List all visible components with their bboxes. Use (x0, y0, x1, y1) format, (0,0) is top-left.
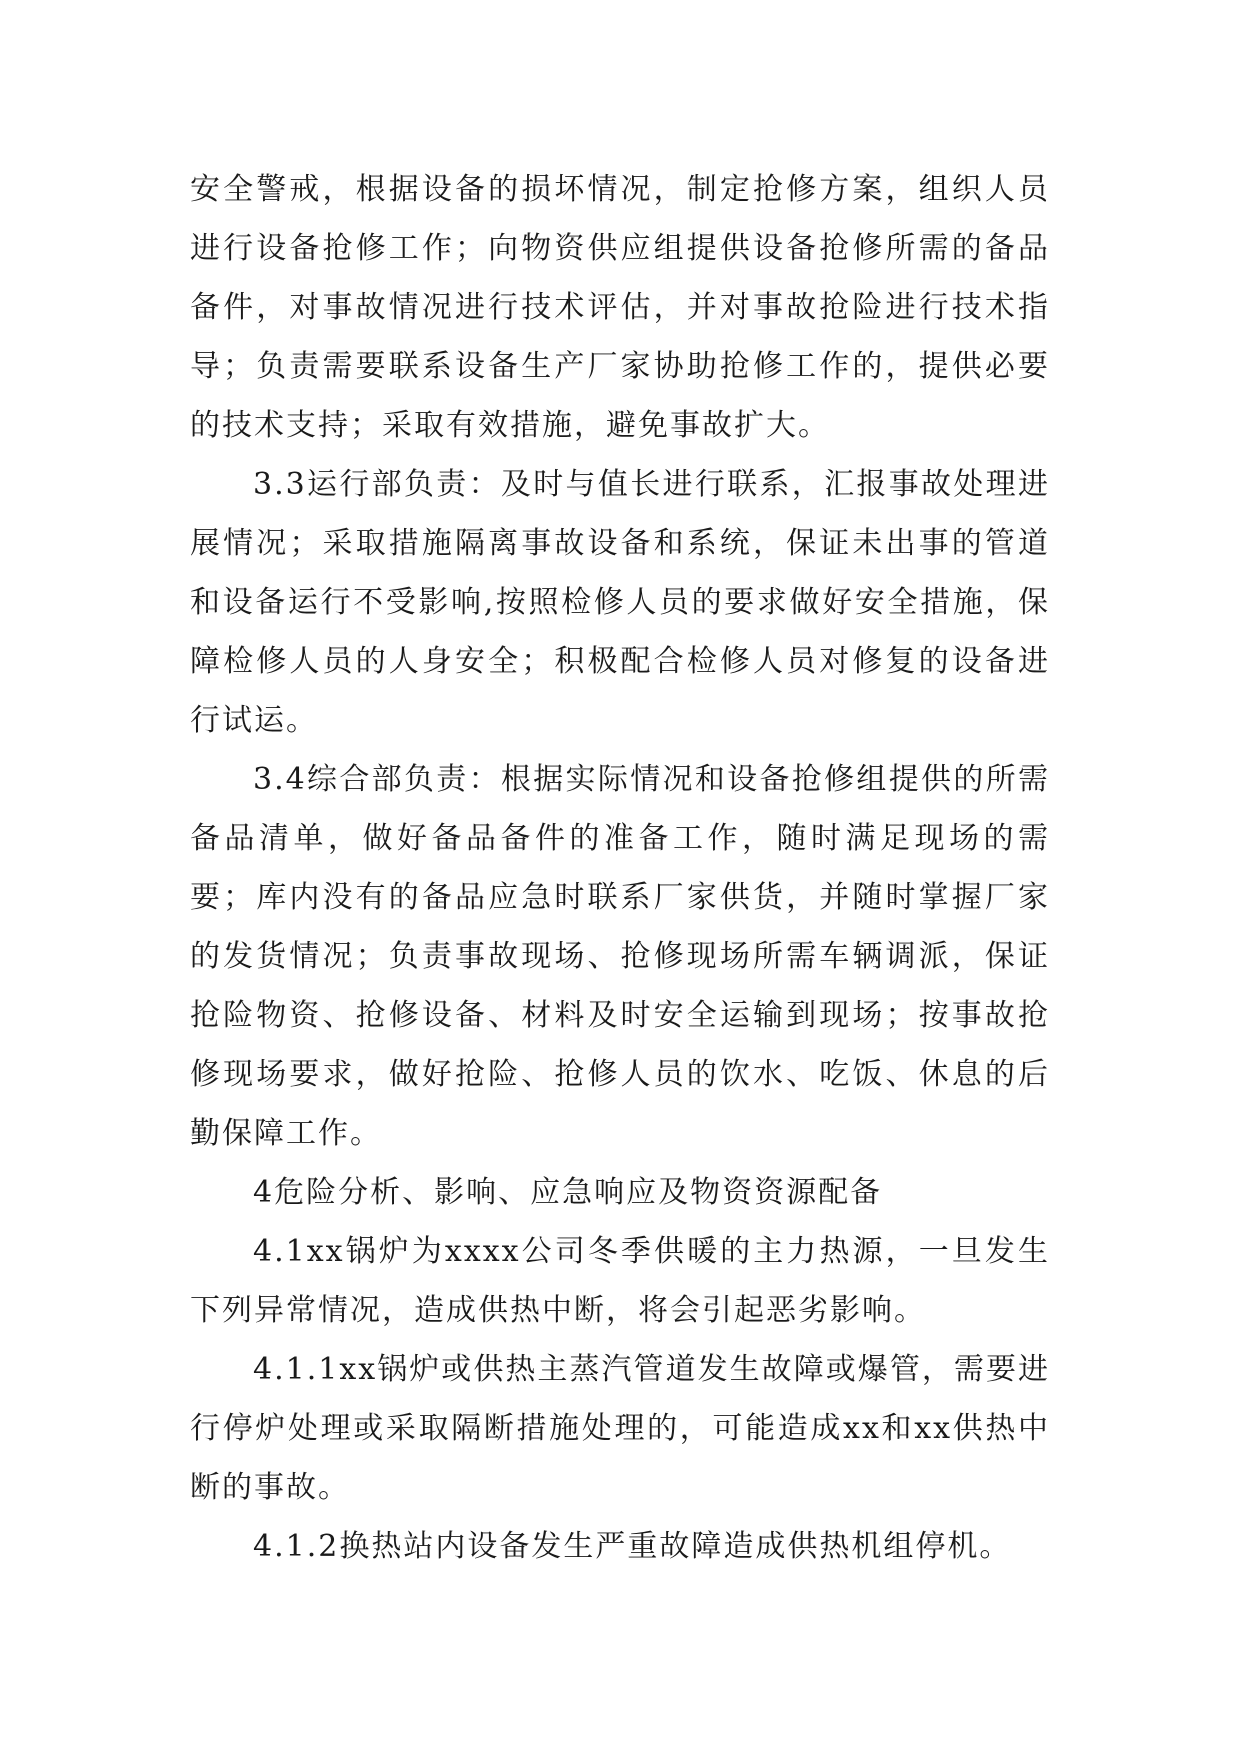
paragraph-repair-group-duties-continued: 安全警戒，根据设备的损坏情况，制定抢修方案，组织人员进行设备抢修工作；向物资供应组提供设备抢修所需的备品备件，对事故情况进行技术评估，并对事故抢险进行技术指导；负责需要联系设备生产厂家协助抢修工作的，提供必要的技术支持；采取有效措施，避免事故扩大。 (190, 172, 1050, 443)
paragraph-4-1-1-boiler-pipe-failure: 4.1.1xx锅炉或供热主蒸汽管道发生故障或爆管，需要进行停炉处理或采取隔断措施处理的，可能造成xx和xx供热中断的事故。 (190, 1352, 1050, 1505)
paragraph-4-1-boiler-heat-source: 4.1xx锅炉为xxxx公司冬季供暖的主力热源，一旦发生下列异常情况，造成供热中断，将会引起恶劣影响。 (190, 1234, 1050, 1328)
paragraph-3-4-general-dept: 3.4综合部负责：根据实际情况和设备抢修组提供的所需备品清单，做好备品备件的准备工作，随时满足现场的需要；库内没有的备品应急时联系厂家供货，并随时掌握厂家的发货情况；负责事故现场、抢修现场所需车辆调派，保证抢险物资、抢修设备、材料及时安全运输到现场；按事故抢修现场要求，做好抢险、抢修人员的饮水、吃饭、休息的后勤保障工作。 (190, 762, 1050, 1151)
paragraph-4-1-2-heat-exchange-station: 4.1.2换热站内设备发生严重故障造成供热机组停机。 (253, 1529, 1012, 1564)
document-body (190, 160, 1050, 1576)
section-heading-4-risk-analysis: 4危险分析、影响、应急响应及物资资源配备 (253, 1175, 883, 1210)
paragraph-3-3-operations-dept: 3.3运行部负责：及时与值长进行联系，汇报事故处理进展情况；采取措施隔离事故设备和系统，保证未出事的管道和设备运行不受影响,按照检修人员的要求做好安全措施，保障检修人员的人身安全；积极配合检修人员对修复的设备进行试运。 (190, 467, 1050, 738)
